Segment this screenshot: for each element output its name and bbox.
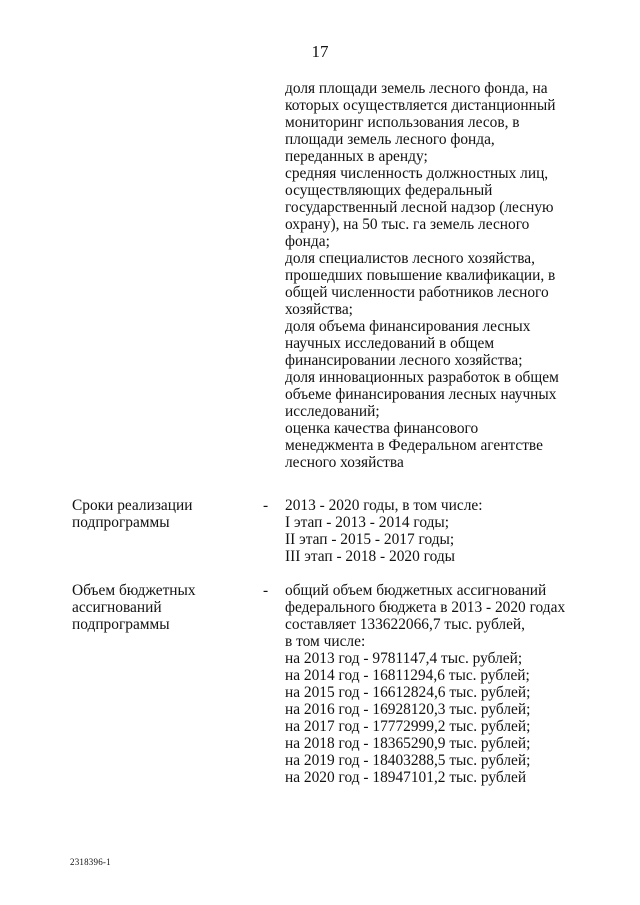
budget-dash: - [263, 582, 269, 599]
indicator-line: государственный лесной надзор (лесную [285, 199, 554, 216]
indicators-list [285, 80, 585, 471]
terms-line: I этап - 2013 - 2014 годы; [285, 514, 450, 531]
terms-line: III этап - 2018 - 2020 годы [285, 548, 456, 565]
indicator-line: переданных в аренду; [285, 148, 428, 165]
terms-label-line: Сроки реализации [72, 497, 193, 514]
budget-line: федерального бюджета в 2013 - 2020 годах [285, 599, 566, 616]
budget-line: на 2013 год - 9781147,4 тыс. рублей; [285, 650, 523, 667]
budget-value [285, 582, 585, 786]
terms-line: 2013 - 2020 годы, в том числе: [285, 497, 483, 514]
budget-label [72, 582, 196, 633]
indicator-line: площади земель лесного фонда, [285, 131, 495, 148]
indicator-line: мониторинг использования лесов, в [285, 114, 520, 131]
budget-line: на 2020 год - 18947101,2 тыс. рублей [285, 769, 527, 786]
terms-label [72, 497, 192, 531]
indicator-line: доля объема финансирования лесных [285, 318, 531, 335]
indicator-line: охрану), на 50 тыс. га земель лесного [285, 216, 530, 233]
indicator-line: научных исследований в общем [285, 335, 495, 352]
indicator-line: исследований; [285, 403, 380, 420]
indicator-line: менеджмента в Федеральном агентстве [285, 437, 543, 454]
budget-line: составляет 133622066,7 тыс. рублей, [285, 616, 525, 633]
indicator-line: оценка качества финансового [285, 420, 479, 437]
document-code: 2318396-1 [70, 857, 111, 867]
budget-line: на 2019 год - 18403288,5 тыс. рублей; [285, 752, 531, 769]
budget-line: общий объем бюджетных ассигнований [285, 582, 547, 599]
indicator-line: средняя численность должностных лиц, [285, 165, 549, 182]
terms-label-line: подпрограммы [72, 514, 170, 531]
terms-line: II этап - 2015 - 2017 годы; [285, 531, 455, 548]
indicator-line: лесного хозяйства [285, 454, 404, 471]
indicator-line: объеме финансирования лесных научных [285, 386, 557, 403]
budget-line: на 2015 год - 16612824,6 тыс. рублей; [285, 684, 531, 701]
indicator-line: которых осуществляется дистанционный [285, 97, 556, 114]
budget-line: на 2016 год - 16928120,3 тыс. рублей; [285, 701, 531, 718]
terms-dash: - [263, 497, 269, 514]
budget-label-line: ассигнований [72, 599, 162, 616]
budget-label-line: Объем бюджетных [72, 582, 196, 599]
terms-value [285, 497, 585, 565]
indicator-line: доля специалистов лесного хозяйства, [285, 250, 535, 267]
budget-line: на 2018 год - 18365290,9 тыс. рублей; [285, 735, 531, 752]
budget-line: в том числе: [285, 633, 366, 650]
indicator-line: доля инновационных разработок в общем [285, 369, 559, 386]
budget-line: на 2014 год - 16811294,6 тыс. рублей; [285, 667, 530, 684]
indicator-line: прошедших повышение квалификации, в [285, 267, 556, 284]
indicator-line: общей численности работников лесного [285, 284, 549, 301]
indicator-line: осуществляющих федеральный [285, 182, 493, 199]
indicator-line: доля площади земель лесного фонда, на [285, 80, 548, 97]
page-number: 17 [311, 42, 329, 61]
indicator-line: хозяйства; [285, 301, 353, 318]
budget-line: на 2017 год - 17772999,2 тыс. рублей; [285, 718, 531, 735]
indicator-line: финансировании лесного хозяйства; [285, 352, 523, 369]
indicator-line: фонда; [285, 233, 330, 250]
budget-label-line: подпрограммы [72, 616, 170, 633]
